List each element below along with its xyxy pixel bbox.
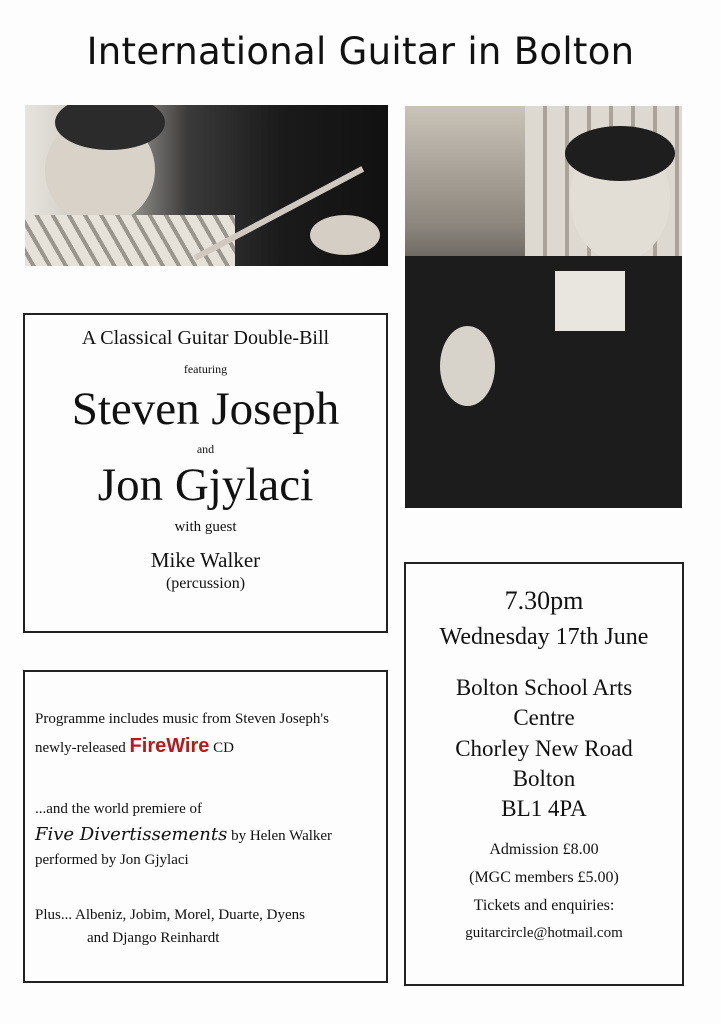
- performed-by: performed by Jon Gjylaci: [35, 852, 189, 869]
- guitarist-photo-right: [405, 106, 682, 508]
- work-composer: by Helen Walker: [231, 828, 333, 845]
- venue-line-1: Bolton School Arts: [455, 675, 633, 700]
- featuring-label: featuring: [183, 362, 228, 376]
- lineup-box: [23, 313, 388, 633]
- cd-label: CD: [213, 740, 234, 757]
- work-title: Five Divertissements: [35, 824, 228, 846]
- performer-steven-joseph: Steven Joseph: [71, 383, 340, 435]
- venue-street: Chorley New Road: [455, 735, 633, 761]
- with-guest-label: with guest: [174, 518, 237, 535]
- programme-line-1: Programme includes music from Steven Joseph's: [35, 711, 329, 727]
- lineup-subtitle: A Classical Guitar Double-Bill: [81, 327, 330, 349]
- guest-name: Mike Walker: [150, 547, 261, 572]
- tickets-label: Tickets and enquiries:: [473, 896, 615, 914]
- guest-role: (percussion): [165, 574, 246, 592]
- event-details-box: [404, 562, 684, 986]
- plus-composers-line-2: and Django Reinhardt: [87, 930, 220, 947]
- event-date: Wednesday 17th June: [439, 624, 649, 650]
- programme-line-2: [35, 731, 380, 762]
- plus-composers-line-1: Plus... Albeniz, Jobim, Morel, Duarte, Dyens: [35, 907, 305, 923]
- guitarist-photo-left: [25, 105, 388, 266]
- programme-box: [23, 670, 388, 983]
- premiere-work-line: [35, 821, 380, 849]
- venue-town: Bolton: [512, 766, 576, 792]
- poster-title: International Guitar in Bolton: [86, 30, 635, 73]
- premiere-intro: ...and the world premiere of: [35, 801, 203, 817]
- event-time: 7.30pm: [504, 586, 584, 615]
- newly-released-label: newly-released: [35, 740, 126, 757]
- venue-postcode: BL1 4PA: [501, 796, 587, 822]
- venue-line-2: Centre: [513, 705, 575, 731]
- contact-email[interactable]: guitarcircle@hotmail.com: [465, 924, 623, 941]
- firewire-album-title: FireWire: [129, 735, 210, 758]
- and-label: and: [196, 442, 215, 457]
- performer-jon-gjylaci: Jon Gjylaci: [97, 459, 314, 512]
- member-price: (MGC members £5.00): [469, 868, 619, 886]
- admission-price: Admission £8.00: [489, 840, 599, 858]
- venue-address: [406, 673, 682, 825]
